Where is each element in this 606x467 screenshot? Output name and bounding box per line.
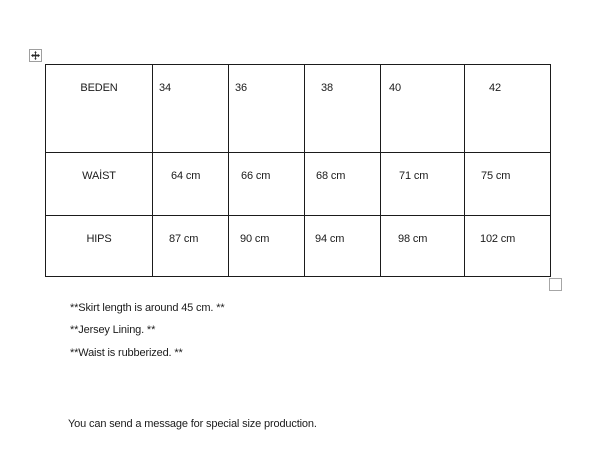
table-row-hips	[46, 216, 551, 277]
table-row-waist	[46, 153, 551, 216]
table-move-icon	[31, 51, 40, 60]
waist-cell: 66 cm	[229, 153, 305, 216]
hips-cell: 98 cm	[381, 216, 465, 277]
size-table	[45, 64, 551, 277]
note-jersey-lining: **Jersey Lining. **	[70, 324, 156, 336]
waist-cell: 64 cm	[153, 153, 229, 216]
waist-cell: 71 cm	[381, 153, 465, 216]
size-cell: 38	[305, 65, 381, 153]
row-label-beden: BEDEN	[46, 65, 153, 153]
table-resize-handle[interactable]	[549, 278, 562, 291]
row-label-waist: WAİST	[46, 153, 153, 216]
size-cell: 40	[381, 65, 465, 153]
waist-cell: 75 cm	[465, 153, 551, 216]
note-waist-rubberized: **Waist is rubberized. **	[70, 347, 183, 359]
row-label-hips: HIPS	[46, 216, 153, 277]
special-size-note: You can send a message for special size production.	[68, 418, 317, 430]
hips-cell: 94 cm	[305, 216, 381, 277]
size-cell: 34	[153, 65, 229, 153]
table-move-handle[interactable]	[29, 49, 42, 62]
size-cell: 36	[229, 65, 305, 153]
waist-cell: 68 cm	[305, 153, 381, 216]
size-cell: 42	[465, 65, 551, 153]
hips-cell: 90 cm	[229, 216, 305, 277]
hips-cell: 102 cm	[465, 216, 551, 277]
note-skirt-length: **Skirt length is around 45 cm. **	[70, 302, 225, 314]
hips-cell: 87 cm	[153, 216, 229, 277]
table-row-beden	[46, 65, 551, 153]
